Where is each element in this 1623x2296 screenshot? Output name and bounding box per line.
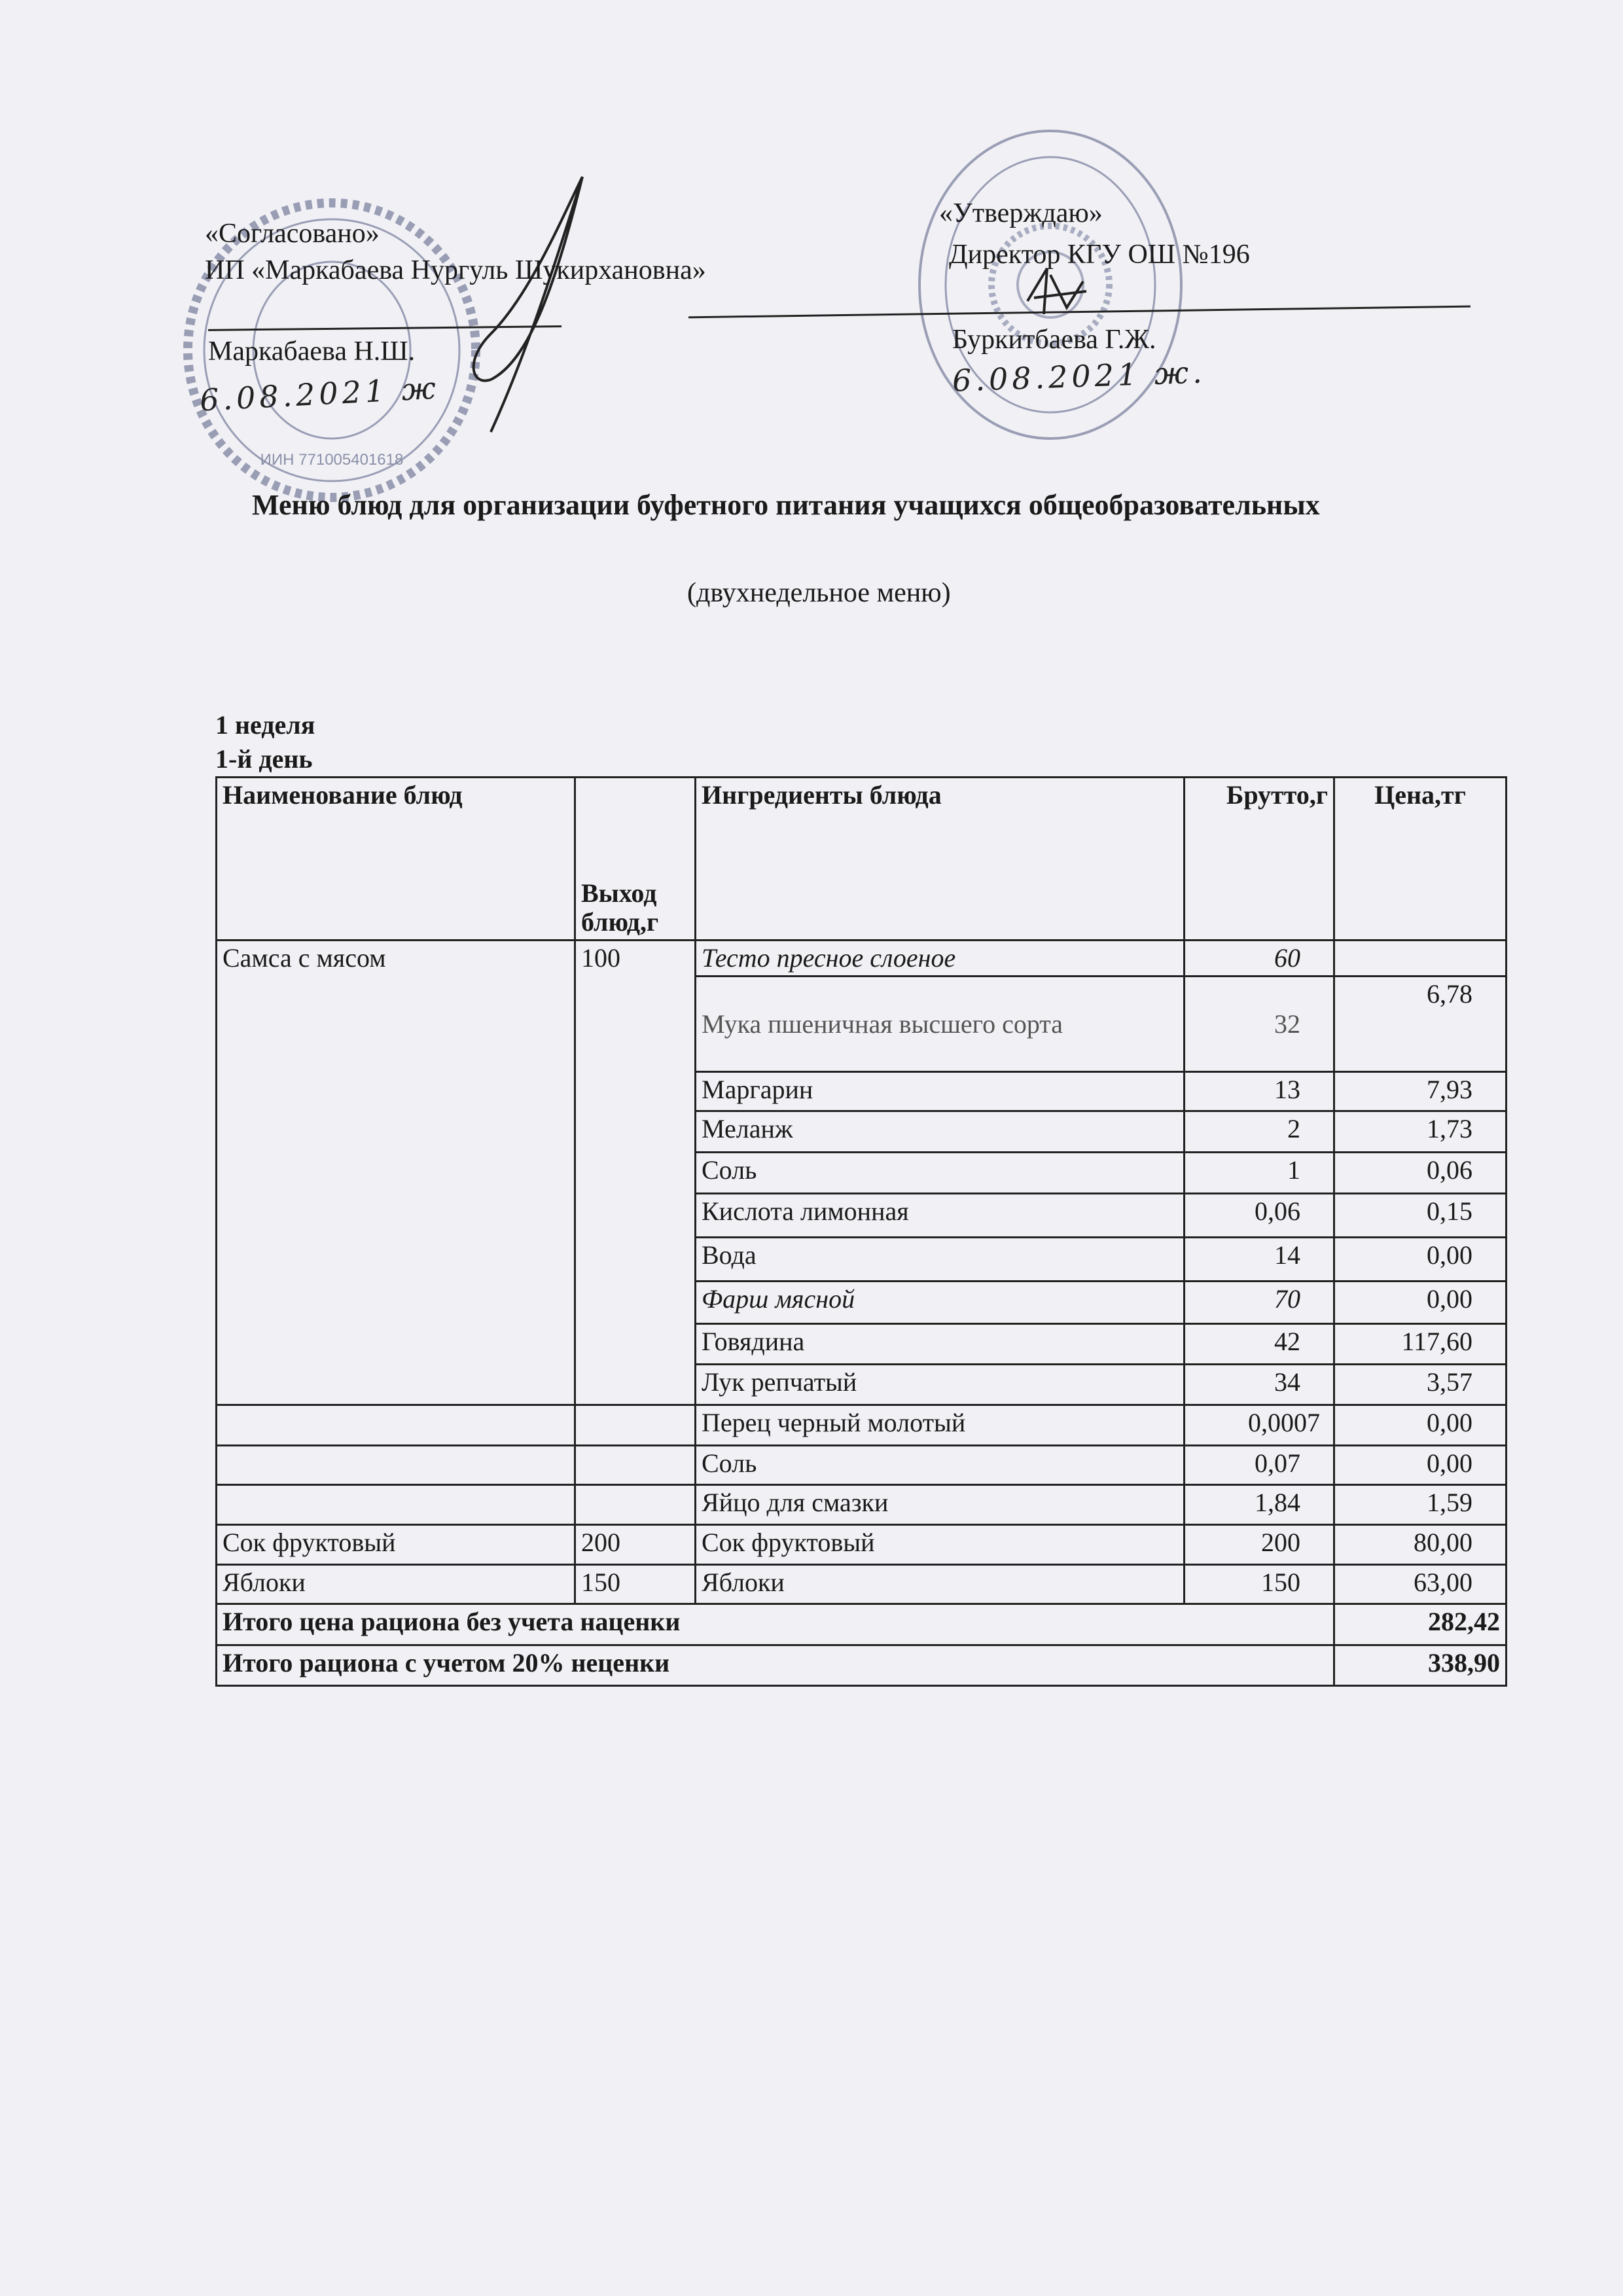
- table-row: [217, 1565, 1507, 1604]
- header-ingredients: Ингредиенты блюда: [696, 778, 1185, 941]
- approval-left-name: Маркабаева Н.Ш.: [208, 336, 416, 367]
- price: 3,57: [1334, 1365, 1507, 1405]
- price: 1,73: [1334, 1111, 1507, 1153]
- signature-right: [1021, 262, 1093, 327]
- price: 0,15: [1334, 1194, 1507, 1238]
- week-label: 1 неделя: [215, 710, 315, 740]
- gross: 70: [1185, 1282, 1334, 1324]
- gross: 200: [1185, 1525, 1334, 1565]
- total-with-markup-label: Итого рациона с учетом 20% неценки: [217, 1645, 1334, 1686]
- price: 6,78: [1334, 977, 1507, 1072]
- ingredient: Кислота лимонная: [696, 1194, 1185, 1238]
- ingredient: Меланж: [696, 1111, 1185, 1153]
- page-title: Меню блюд для организации буфетного питания учащихся общеобразовательных: [252, 489, 1320, 521]
- signature-left: [452, 164, 615, 439]
- ingredient: Лук репчатый: [696, 1365, 1185, 1405]
- dish-yield: 100: [575, 941, 696, 1405]
- gross: 34: [1185, 1365, 1334, 1405]
- table-header-row: [217, 778, 1507, 941]
- gross: 13: [1185, 1072, 1334, 1111]
- total-row: [217, 1604, 1507, 1645]
- gross: 0,06: [1185, 1194, 1334, 1238]
- day-label: 1-й день: [215, 744, 313, 774]
- table-row: [217, 1405, 1507, 1446]
- price: 0,00: [1334, 1446, 1507, 1485]
- ingredient: Маргарин: [696, 1072, 1185, 1111]
- price: 0,00: [1334, 1238, 1507, 1282]
- empty-cell: [217, 1485, 575, 1525]
- dish-yield: 150: [575, 1565, 696, 1604]
- ingredient: Мука пшеничная высшего сорта: [696, 977, 1185, 1072]
- empty-cell: [575, 1405, 696, 1446]
- table-row: [217, 1485, 1507, 1525]
- table-row: [217, 941, 1507, 977]
- approval-left-org: ИП «Маркабаева Нургуль Шукирхановна»: [205, 255, 706, 285]
- handwritten-date-left: 6.08.2021 ж: [198, 370, 441, 418]
- header-yield: Выход блюд,г: [575, 778, 696, 941]
- empty-cell: [217, 1405, 575, 1446]
- table-row: [217, 1446, 1507, 1485]
- approval-right-position: Директор КГУ ОШ №196: [949, 240, 1250, 270]
- approval-right-label: «Утверждаю»: [939, 198, 1103, 228]
- dish-name: Сок фруктовый: [217, 1525, 575, 1565]
- handwritten-date-right: 6.08.2021 ж.: [952, 354, 1207, 399]
- ingredient: Яблоки: [696, 1565, 1185, 1604]
- price: 1,59: [1334, 1485, 1507, 1525]
- empty-cell: [575, 1485, 696, 1525]
- gross: 14: [1185, 1238, 1334, 1282]
- dish-name: Яблоки: [217, 1565, 575, 1604]
- total-label: Итого цена рациона без учета наценки: [217, 1604, 1334, 1645]
- ingredient: Говядина: [696, 1324, 1185, 1365]
- table-row: [217, 1525, 1507, 1565]
- price: 0,06: [1334, 1153, 1507, 1194]
- price: [1334, 941, 1507, 977]
- price: 0,00: [1334, 1405, 1507, 1446]
- empty-cell: [575, 1446, 696, 1485]
- ingredient: Перец черный молотый: [696, 1405, 1185, 1446]
- ingredient: Тесто пресное слоеное: [696, 941, 1185, 977]
- gross: 32: [1185, 977, 1334, 1072]
- price: 7,93: [1334, 1072, 1507, 1111]
- ingredient: Сок фруктовый: [696, 1525, 1185, 1565]
- gross: 1,84: [1185, 1485, 1334, 1525]
- gross: 0,07: [1185, 1446, 1334, 1485]
- gross: 42: [1185, 1324, 1334, 1365]
- gross: 0,0007: [1185, 1405, 1334, 1446]
- ingredient: Соль: [696, 1446, 1185, 1485]
- ingredient: Соль: [696, 1153, 1185, 1194]
- price: 117,60: [1334, 1324, 1507, 1365]
- price: 0,00: [1334, 1282, 1507, 1324]
- price: 80,00: [1334, 1525, 1507, 1565]
- gross: 150: [1185, 1565, 1334, 1604]
- dish-yield: 200: [575, 1525, 696, 1565]
- total-with-markup-value: 338,90: [1334, 1645, 1507, 1686]
- ingredient: Вода: [696, 1238, 1185, 1282]
- total-value: 282,42: [1334, 1604, 1507, 1645]
- header-gross: Брутто,г: [1185, 778, 1334, 941]
- gross: 60: [1185, 941, 1334, 977]
- dish-name: Самса с мясом: [217, 941, 575, 1405]
- page-subtitle: (двухнедельное меню): [687, 578, 951, 608]
- approval-left-label: «Согласовано»: [205, 219, 380, 249]
- empty-cell: [217, 1446, 575, 1485]
- gross: 2: [1185, 1111, 1334, 1153]
- header-dish: Наименование блюд: [217, 778, 575, 941]
- total-row: [217, 1645, 1507, 1686]
- approval-right-name: Буркитбаева Г.Ж.: [952, 325, 1156, 355]
- ingredient: Фарш мясной: [696, 1282, 1185, 1324]
- price: 63,00: [1334, 1565, 1507, 1604]
- menu-table: [215, 776, 1507, 1687]
- header-price: Цена,тг: [1334, 778, 1507, 941]
- gross: 1: [1185, 1153, 1334, 1194]
- svg-text:ИИН 771005401618: ИИН 771005401618: [260, 451, 404, 469]
- ingredient: Яйцо для смазки: [696, 1485, 1185, 1525]
